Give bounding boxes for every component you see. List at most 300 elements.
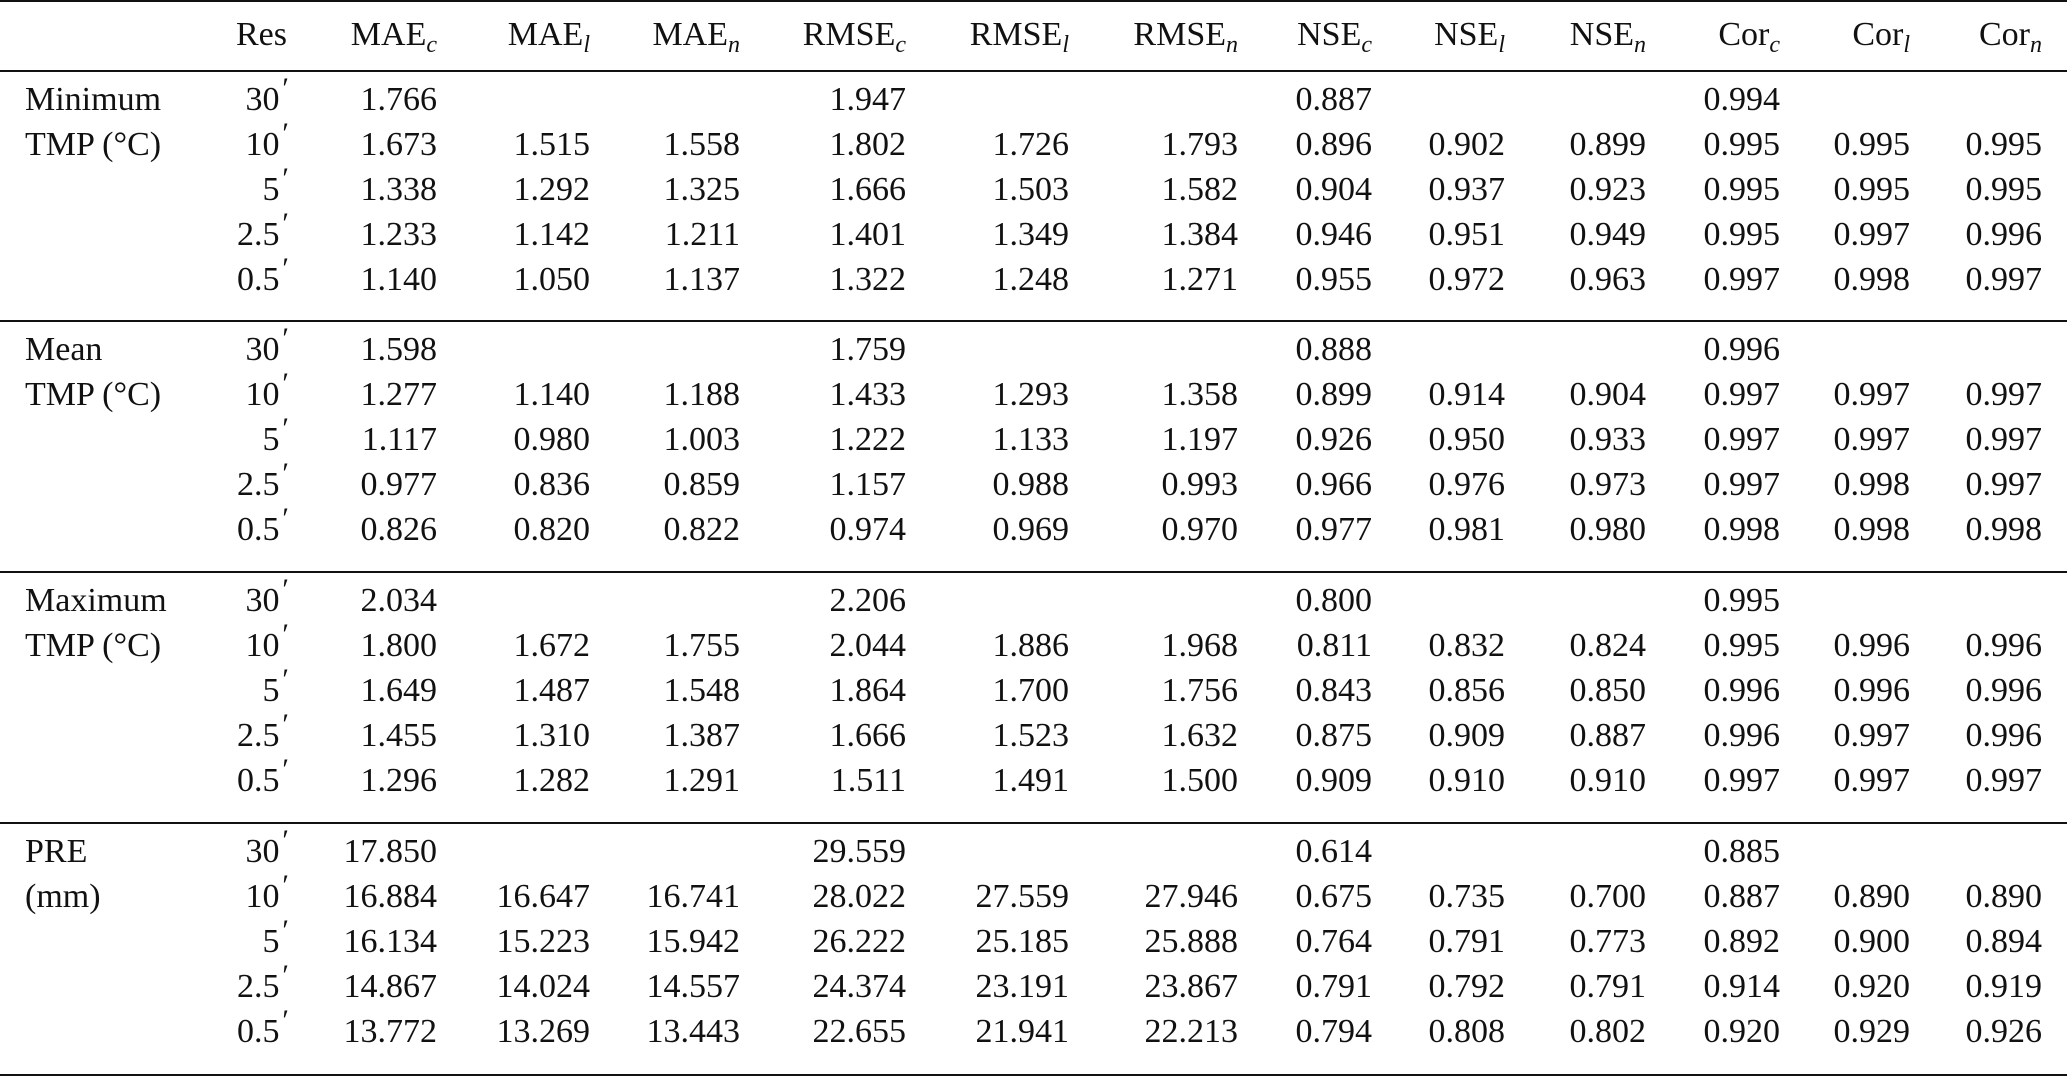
table-cell: 0.824 bbox=[1569, 627, 1646, 664]
table-cell: 1.793 bbox=[1161, 126, 1238, 163]
table-cell: 0.910 bbox=[1569, 762, 1646, 799]
table-cell: 1.291 bbox=[663, 762, 740, 799]
header-cor-l bbox=[1852, 15, 1910, 58]
table-cell: 2.034 bbox=[360, 582, 437, 619]
table-cell: 1.864 bbox=[829, 672, 906, 709]
table-cell: 0.773 bbox=[1569, 923, 1646, 960]
table-cell: 0.914 bbox=[1428, 376, 1505, 413]
res-value: 2.5 bbox=[236, 968, 280, 1005]
table-cell: 0.900 bbox=[1833, 923, 1910, 960]
table-cell: 25.888 bbox=[1144, 923, 1238, 960]
header-subscript: c bbox=[1769, 32, 1780, 58]
res-cell bbox=[262, 412, 287, 460]
header-base: NSE bbox=[1434, 16, 1499, 53]
header-subscript: c bbox=[1361, 32, 1372, 58]
res-value: 10 bbox=[245, 376, 280, 413]
header-subscript: n bbox=[2030, 32, 2042, 58]
table-cell: 14.024 bbox=[496, 968, 590, 1005]
table-cell: 1.233 bbox=[360, 216, 437, 253]
table-cell: 0.890 bbox=[1833, 878, 1910, 915]
table-cell: 0.920 bbox=[1703, 1013, 1780, 1050]
table-cell: 0.802 bbox=[1569, 1013, 1646, 1050]
table-cell: 1.133 bbox=[992, 421, 1069, 458]
table-cell: 23.191 bbox=[975, 968, 1069, 1005]
table-cell: 1.756 bbox=[1161, 672, 1238, 709]
arcminute-prime: ′ bbox=[280, 573, 287, 606]
table-cell: 0.946 bbox=[1295, 216, 1372, 253]
table-cell: 28.022 bbox=[812, 878, 906, 915]
header-base: RMSE bbox=[1133, 16, 1226, 53]
table-cell: 0.997 bbox=[1703, 376, 1780, 413]
table-cell: 15.223 bbox=[496, 923, 590, 960]
table-cell: 0.850 bbox=[1569, 672, 1646, 709]
table-cell: 1.325 bbox=[663, 171, 740, 208]
res-cell bbox=[245, 72, 287, 120]
table-cell: 0.955 bbox=[1295, 261, 1372, 298]
table-cell: 1.766 bbox=[360, 81, 437, 118]
table-cell: 1.700 bbox=[992, 672, 1069, 709]
res-value: 5 bbox=[262, 421, 280, 458]
res-cell bbox=[245, 322, 287, 370]
table-cell: 1.673 bbox=[360, 126, 437, 163]
table-cell: 0.970 bbox=[1161, 511, 1238, 548]
table-cell: 0.963 bbox=[1569, 261, 1646, 298]
table-cell: 1.726 bbox=[992, 126, 1069, 163]
res-cell bbox=[236, 753, 287, 801]
res-value: 0.5 bbox=[236, 261, 280, 298]
table-cell: 0.904 bbox=[1295, 171, 1372, 208]
table-cell: 0.951 bbox=[1428, 216, 1505, 253]
section-label: TMP (°C) bbox=[25, 126, 162, 163]
table-cell: 16.647 bbox=[496, 878, 590, 915]
table-cell: 0.800 bbox=[1295, 582, 1372, 619]
table-cell: 27.559 bbox=[975, 878, 1069, 915]
table-cell: 0.887 bbox=[1295, 81, 1372, 118]
arcminute-prime: ′ bbox=[280, 663, 287, 696]
section-label: Maximum bbox=[25, 582, 167, 619]
res-cell bbox=[236, 1004, 287, 1052]
table-cell: 1.296 bbox=[360, 762, 437, 799]
arcminute-prime: ′ bbox=[280, 618, 287, 651]
header-rmse-n bbox=[1133, 15, 1238, 58]
header-subscript: l bbox=[1498, 32, 1505, 58]
table-cell: 0.904 bbox=[1569, 376, 1646, 413]
res-cell bbox=[245, 824, 287, 872]
header-rmse-c bbox=[802, 15, 906, 58]
res-value: 0.5 bbox=[236, 511, 280, 548]
table-cell: 0.764 bbox=[1295, 923, 1372, 960]
table-cell: 25.185 bbox=[975, 923, 1069, 960]
section-label: TMP (°C) bbox=[25, 376, 162, 413]
table-cell: 0.980 bbox=[513, 421, 590, 458]
table-cell: 0.675 bbox=[1295, 878, 1372, 915]
header-rmse-l bbox=[969, 15, 1069, 58]
table-cell: 1.487 bbox=[513, 672, 590, 709]
header-subscript: c bbox=[895, 32, 906, 58]
table-cell: 0.792 bbox=[1428, 968, 1505, 1005]
table-cell: 0.977 bbox=[1295, 511, 1372, 548]
table-cell: 0.969 bbox=[992, 511, 1069, 548]
table-cell: 0.909 bbox=[1428, 717, 1505, 754]
table-cell: 0.995 bbox=[1965, 171, 2042, 208]
table-cell: 0.926 bbox=[1965, 1013, 2042, 1050]
table-cell: 1.117 bbox=[361, 421, 437, 458]
table-cell: 0.700 bbox=[1569, 878, 1646, 915]
table-rule bbox=[0, 1074, 2067, 1076]
table-cell: 1.137 bbox=[663, 261, 740, 298]
res-cell bbox=[236, 252, 287, 300]
table-cell: 26.222 bbox=[812, 923, 906, 960]
table-cell: 1.050 bbox=[513, 261, 590, 298]
table-cell: 13.443 bbox=[646, 1013, 740, 1050]
table-cell: 0.997 bbox=[1965, 762, 2042, 799]
table-cell: 0.997 bbox=[1965, 261, 2042, 298]
res-cell bbox=[236, 207, 287, 255]
header-cor-n bbox=[1979, 15, 2042, 58]
table-cell: 0.929 bbox=[1833, 1013, 1910, 1050]
table-cell: 0.995 bbox=[1833, 126, 1910, 163]
table-cell: 0.885 bbox=[1703, 833, 1780, 870]
table-cell: 0.995 bbox=[1703, 171, 1780, 208]
res-value: 0.5 bbox=[236, 1013, 280, 1050]
table-cell: 0.910 bbox=[1428, 762, 1505, 799]
table-cell: 0.977 bbox=[360, 466, 437, 503]
header-subscript: n bbox=[1226, 32, 1238, 58]
header-mae-c bbox=[350, 15, 437, 58]
table-cell: 0.914 bbox=[1703, 968, 1780, 1005]
header-subscript: l bbox=[1062, 32, 1069, 58]
header-base: MAE bbox=[652, 16, 728, 53]
table-rule bbox=[0, 571, 2067, 573]
table-cell: 13.269 bbox=[496, 1013, 590, 1050]
table-cell: 0.996 bbox=[1965, 672, 2042, 709]
table-cell: 0.996 bbox=[1833, 627, 1910, 664]
table-cell: 1.211 bbox=[664, 216, 740, 253]
table-cell: 0.890 bbox=[1965, 878, 2042, 915]
table-cell: 0.996 bbox=[1833, 672, 1910, 709]
table-cell: 2.206 bbox=[829, 582, 906, 619]
table-cell: 1.222 bbox=[829, 421, 906, 458]
table-cell: 1.800 bbox=[360, 627, 437, 664]
header-base: MAE bbox=[350, 16, 427, 53]
table-cell: 1.755 bbox=[663, 627, 740, 664]
res-cell bbox=[262, 663, 287, 711]
header-res: Res bbox=[236, 16, 287, 53]
table-cell: 1.500 bbox=[1161, 762, 1238, 799]
table-cell: 0.996 bbox=[1703, 672, 1780, 709]
arcminute-prime: ′ bbox=[280, 207, 287, 240]
res-value: 0.5 bbox=[236, 762, 280, 799]
res-value: 2.5 bbox=[236, 216, 280, 253]
res-cell bbox=[262, 914, 287, 962]
table-cell: 1.338 bbox=[360, 171, 437, 208]
table-cell: 0.902 bbox=[1428, 126, 1505, 163]
header-nse-n bbox=[1569, 15, 1646, 58]
header-base: RMSE bbox=[969, 16, 1063, 53]
table-cell: 1.649 bbox=[360, 672, 437, 709]
table-cell: 0.791 bbox=[1569, 968, 1646, 1005]
res-value: 10 bbox=[245, 878, 280, 915]
table-cell: 0.811 bbox=[1296, 627, 1372, 664]
table-cell: 0.919 bbox=[1965, 968, 2042, 1005]
res-value: 30 bbox=[245, 81, 280, 118]
res-cell bbox=[236, 959, 287, 1007]
table-cell: 0.980 bbox=[1569, 511, 1646, 548]
arcminute-prime: ′ bbox=[280, 252, 287, 285]
table-cell: 1.886 bbox=[992, 627, 1069, 664]
table-cell: 1.491 bbox=[992, 762, 1069, 799]
table-cell: 0.791 bbox=[1295, 968, 1372, 1005]
table-rule bbox=[0, 0, 2067, 2]
res-cell bbox=[245, 869, 287, 917]
header-subscript: l bbox=[1903, 32, 1910, 58]
table-cell: 0.808 bbox=[1428, 1013, 1505, 1050]
table-cell: 1.277 bbox=[360, 376, 437, 413]
table-cell: 1.197 bbox=[1161, 421, 1238, 458]
table-cell: 1.582 bbox=[1161, 171, 1238, 208]
table-cell: 0.888 bbox=[1295, 331, 1372, 368]
table-cell: 15.942 bbox=[646, 923, 740, 960]
table-cell: 1.515 bbox=[513, 126, 590, 163]
res-cell bbox=[245, 618, 287, 666]
res-value: 30 bbox=[245, 582, 280, 619]
table-cell: 0.820 bbox=[513, 511, 590, 548]
table-cell: 1.666 bbox=[829, 717, 906, 754]
table-cell: 1.310 bbox=[513, 717, 590, 754]
table-cell: 22.655 bbox=[812, 1013, 906, 1050]
table-cell: 0.997 bbox=[1703, 762, 1780, 799]
section-label: Minimum bbox=[25, 81, 162, 118]
header-subscript: l bbox=[583, 32, 590, 58]
table-cell: 1.322 bbox=[829, 261, 906, 298]
header-mae-n bbox=[652, 15, 740, 58]
table-cell: 0.843 bbox=[1295, 672, 1372, 709]
table-cell: 0.996 bbox=[1703, 331, 1780, 368]
table-cell: 1.142 bbox=[513, 216, 590, 253]
table-cell: 0.997 bbox=[1965, 466, 2042, 503]
table-cell: 0.937 bbox=[1428, 171, 1505, 208]
table-cell: 1.802 bbox=[829, 126, 906, 163]
table-cell: 1.503 bbox=[992, 171, 1069, 208]
table-cell: 16.884 bbox=[343, 878, 437, 915]
table-cell: 0.997 bbox=[1703, 421, 1780, 458]
arcminute-prime: ′ bbox=[280, 117, 287, 150]
table-cell: 0.892 bbox=[1703, 923, 1780, 960]
table-cell: 0.832 bbox=[1428, 627, 1505, 664]
table-cell: 0.995 bbox=[1703, 216, 1780, 253]
table-cell: 0.997 bbox=[1703, 261, 1780, 298]
table-cell: 0.899 bbox=[1295, 376, 1372, 413]
table-cell: 0.933 bbox=[1569, 421, 1646, 458]
table-cell: 0.996 bbox=[1965, 627, 2042, 664]
section-label: PRE bbox=[25, 833, 88, 870]
table-cell: 0.923 bbox=[1569, 171, 1646, 208]
table-cell: 0.974 bbox=[829, 511, 906, 548]
table-cell: 0.909 bbox=[1295, 762, 1372, 799]
table-cell: 1.293 bbox=[992, 376, 1069, 413]
table-cell: 0.997 bbox=[1833, 762, 1910, 799]
res-value: 10 bbox=[245, 126, 280, 163]
table-cell: 0.994 bbox=[1703, 81, 1780, 118]
header-cor-c bbox=[1718, 15, 1780, 58]
table-cell: 17.850 bbox=[343, 833, 437, 870]
table-cell: 1.401 bbox=[829, 216, 906, 253]
table-cell: 0.966 bbox=[1295, 466, 1372, 503]
table-cell: 0.998 bbox=[1703, 511, 1780, 548]
res-value: 5 bbox=[262, 672, 280, 709]
table-cell: 1.598 bbox=[360, 331, 437, 368]
table-cell: 0.997 bbox=[1965, 421, 2042, 458]
table-cell: 0.920 bbox=[1833, 968, 1910, 1005]
table-cell: 0.995 bbox=[1703, 126, 1780, 163]
header-base: NSE bbox=[1569, 16, 1634, 53]
table-cell: 1.349 bbox=[992, 216, 1069, 253]
table-cell: 0.896 bbox=[1295, 126, 1372, 163]
header-mae-l bbox=[507, 15, 590, 58]
table-cell: 1.140 bbox=[360, 261, 437, 298]
table-cell: 0.899 bbox=[1569, 126, 1646, 163]
table-cell: 1.282 bbox=[513, 762, 590, 799]
table-cell: 0.926 bbox=[1295, 421, 1372, 458]
table-cell: 1.968 bbox=[1161, 627, 1238, 664]
table-cell: 0.976 bbox=[1428, 466, 1505, 503]
table-cell: 0.998 bbox=[1965, 511, 2042, 548]
arcminute-prime: ′ bbox=[280, 869, 287, 902]
header-subscript: c bbox=[426, 32, 437, 58]
table-cell: 0.887 bbox=[1703, 878, 1780, 915]
table-cell: 0.997 bbox=[1965, 376, 2042, 413]
res-value: 10 bbox=[245, 627, 280, 664]
table-cell: 0.997 bbox=[1833, 717, 1910, 754]
arcminute-prime: ′ bbox=[280, 914, 287, 947]
table-cell: 13.772 bbox=[343, 1013, 437, 1050]
table-cell: 1.672 bbox=[513, 627, 590, 664]
arcminute-prime: ′ bbox=[280, 824, 287, 857]
table-cell: 0.950 bbox=[1428, 421, 1505, 458]
table-cell: 0.822 bbox=[663, 511, 740, 548]
table-cell: 0.794 bbox=[1295, 1013, 1372, 1050]
arcminute-prime: ′ bbox=[280, 162, 287, 195]
table-cell: 0.988 bbox=[992, 466, 1069, 503]
section-label: (mm) bbox=[25, 878, 101, 915]
table-cell: 0.887 bbox=[1569, 717, 1646, 754]
table-cell: 0.995 bbox=[1833, 171, 1910, 208]
res-cell bbox=[245, 573, 287, 621]
table-rule bbox=[0, 70, 2067, 72]
table-cell: 0.997 bbox=[1833, 216, 1910, 253]
header-nse-c bbox=[1297, 15, 1372, 58]
table-cell: 23.867 bbox=[1144, 968, 1238, 1005]
res-value: 30 bbox=[245, 833, 280, 870]
arcminute-prime: ′ bbox=[280, 412, 287, 445]
table-cell: 0.856 bbox=[1428, 672, 1505, 709]
res-value: 2.5 bbox=[236, 466, 280, 503]
table-cell: 1.358 bbox=[1161, 376, 1238, 413]
table-cell: 27.946 bbox=[1144, 878, 1238, 915]
table-cell: 0.894 bbox=[1965, 923, 2042, 960]
res-cell bbox=[236, 708, 287, 756]
res-value: 5 bbox=[262, 923, 280, 960]
header-nse-l bbox=[1434, 15, 1505, 58]
table-cell: 1.387 bbox=[663, 717, 740, 754]
table-cell: 0.972 bbox=[1428, 261, 1505, 298]
res-cell bbox=[236, 457, 287, 505]
table-cell: 0.997 bbox=[1833, 376, 1910, 413]
res-cell bbox=[245, 117, 287, 165]
table-cell: 0.981 bbox=[1428, 511, 1505, 548]
table-cell: 1.271 bbox=[1161, 261, 1238, 298]
table-cell: 1.947 bbox=[829, 81, 906, 118]
header-subscript: n bbox=[1634, 32, 1646, 58]
table-cell: 0.836 bbox=[513, 466, 590, 503]
res-value: 5 bbox=[262, 171, 280, 208]
table-cell: 16.741 bbox=[646, 878, 740, 915]
table-cell: 0.997 bbox=[1833, 421, 1910, 458]
table-cell: 0.997 bbox=[1703, 466, 1780, 503]
table-cell: 21.941 bbox=[975, 1013, 1069, 1050]
table-cell: 0.996 bbox=[1965, 216, 2042, 253]
table-cell: 0.614 bbox=[1295, 833, 1372, 870]
table-rule bbox=[0, 822, 2067, 824]
table-cell: 0.998 bbox=[1833, 511, 1910, 548]
table-rule bbox=[0, 320, 2067, 322]
section-label: Mean bbox=[25, 331, 103, 368]
arcminute-prime: ′ bbox=[280, 708, 287, 741]
table-cell: 1.548 bbox=[663, 672, 740, 709]
table-cell: 0.949 bbox=[1569, 216, 1646, 253]
res-cell bbox=[262, 162, 287, 210]
table-cell: 0.998 bbox=[1833, 261, 1910, 298]
table-cell: 1.433 bbox=[829, 376, 906, 413]
table-cell: 29.559 bbox=[812, 833, 906, 870]
res-value: 30 bbox=[245, 331, 280, 368]
arcminute-prime: ′ bbox=[280, 322, 287, 355]
table-cell: 0.875 bbox=[1295, 717, 1372, 754]
section-label: TMP (°C) bbox=[25, 627, 162, 664]
table-cell: 1.384 bbox=[1161, 216, 1238, 253]
table-cell: 14.557 bbox=[646, 968, 740, 1005]
table-cell: 1.523 bbox=[992, 717, 1069, 754]
header-base: Cor bbox=[1979, 16, 2030, 53]
table-cell: 1.188 bbox=[663, 376, 740, 413]
table-cell: 1.558 bbox=[663, 126, 740, 163]
header-base: Cor bbox=[1718, 16, 1770, 53]
table-cell: 1.140 bbox=[513, 376, 590, 413]
table-cell: 1.248 bbox=[992, 261, 1069, 298]
header-base: NSE bbox=[1297, 16, 1362, 53]
table-cell: 1.157 bbox=[829, 466, 906, 503]
table-cell: 24.374 bbox=[812, 968, 906, 1005]
table-cell: 1.759 bbox=[829, 331, 906, 368]
table-cell: 0.973 bbox=[1569, 466, 1646, 503]
table-cell: 0.995 bbox=[1703, 627, 1780, 664]
header-base: MAE bbox=[507, 16, 584, 53]
header-subscript: n bbox=[728, 32, 740, 58]
table-cell: 0.791 bbox=[1428, 923, 1505, 960]
table-cell: 1.666 bbox=[829, 171, 906, 208]
header-base: Cor bbox=[1852, 16, 1904, 53]
table-cell: 1.511 bbox=[830, 762, 906, 799]
table-cell: 0.996 bbox=[1965, 717, 2042, 754]
header-base: RMSE bbox=[802, 16, 896, 53]
table-cell: 1.632 bbox=[1161, 717, 1238, 754]
table-cell: 1.292 bbox=[513, 171, 590, 208]
arcminute-prime: ′ bbox=[280, 959, 287, 992]
table-cell: 0.859 bbox=[663, 466, 740, 503]
table-cell: 0.995 bbox=[1703, 582, 1780, 619]
arcminute-prime: ′ bbox=[280, 753, 287, 786]
res-cell bbox=[236, 502, 287, 550]
